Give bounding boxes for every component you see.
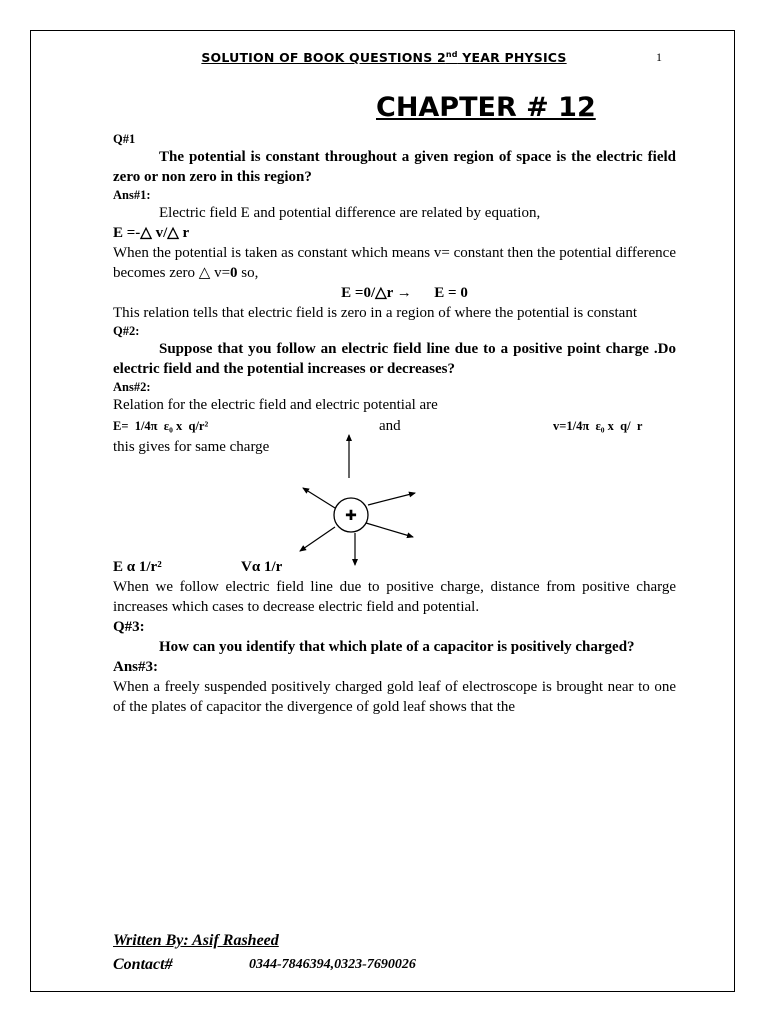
q2-and-word: and (379, 418, 401, 434)
q2-label: Q#2: (113, 324, 140, 338)
field-line-lower-left (300, 527, 335, 551)
footer-written-by: Written By: Asif Rasheed (113, 932, 279, 949)
header-title-part2: YEAR PHYSICS (457, 50, 567, 66)
header-title-part1: SOLUTION OF BOOK QUESTIONS 2 (201, 50, 446, 66)
q2-answer-label: Ans#2: (113, 380, 151, 394)
q1-answer-text-2-bold: 0 (230, 265, 238, 281)
q1-label: Q#1 (113, 132, 136, 146)
q3-label: Q#3: (113, 619, 145, 635)
footer-contact-label: Contact# (113, 956, 173, 973)
page-header (0, 50, 768, 65)
field-line-upper-right (368, 493, 415, 505)
q1-answer-text-1: Electric field E and potential difference are related by equation, (159, 205, 541, 221)
field-line-lower-right (366, 523, 413, 537)
header-title (201, 50, 566, 65)
q3-answer-label: Ans#3: (113, 659, 159, 675)
field-line-upper-left (303, 488, 335, 508)
q1-answer-text-2 (113, 243, 676, 283)
field-lines-svg (273, 425, 433, 575)
q3-question: How can you identify that which plate of a capacitor is positively charged? (159, 639, 635, 655)
footer-contact-numbers: 0344-7846394,0323-7690026 (249, 957, 416, 972)
document-body (113, 131, 676, 717)
q1-answer-text-3: This relation tells that electric field is zero in a region of where the potential is constant (113, 305, 637, 321)
page-number: 1 (656, 50, 662, 64)
q1-equation-1: E =-△ v/△ r (113, 225, 190, 241)
q2-answer-text-3: When we follow electric field line due to positive charge, distance from positive charge increases which cases to decrease electric field and potential. (113, 579, 676, 615)
q2-v-formula: v=1/4π ε₀ x q/ r (553, 419, 643, 433)
q1-answer-text-2-pre: When the potential is taken as constant which means v= constant then the potential difference becomes zero △ v= (113, 245, 676, 281)
q2-answer-text-1: Relation for the electric field and electric potential are (113, 397, 438, 413)
q1-question: The potential is constant throughout a given region of space is the electric field zero or non zero in this region? (113, 149, 676, 185)
footer-contact (113, 956, 416, 974)
q2-prop-e: E α 1/r² (113, 559, 162, 575)
chapter-title: CHAPTER # 12 (376, 92, 596, 123)
q3-answer-text-1: When a freely suspended positively charged gold leaf of electroscope is brought near to one of the plates of capacitor the divergence of gold leaf shows that the (113, 679, 676, 715)
q1-answer-text-2-post: so, (237, 265, 259, 281)
field-lines-diagram (113, 457, 676, 557)
q2-prop-v: Vα 1/r (241, 559, 283, 575)
positive-charge-symbol: ✚ (345, 508, 357, 524)
q2-e-formula: E= 1/4π ε₀ x q/r² (113, 419, 209, 433)
q2-proportion-row (113, 557, 676, 577)
q2-question: Suppose that you follow an electric field line due to a positive point charge .Do electric field and the potential increases or decreases? (113, 341, 676, 377)
header-title-sup: nd (445, 50, 458, 59)
q2-answer-text-2: this gives for same charge (113, 439, 270, 455)
q1-equation-2: E =0/△r → E = 0 (341, 285, 468, 301)
q1-answer-label: Ans#1: (113, 188, 151, 202)
